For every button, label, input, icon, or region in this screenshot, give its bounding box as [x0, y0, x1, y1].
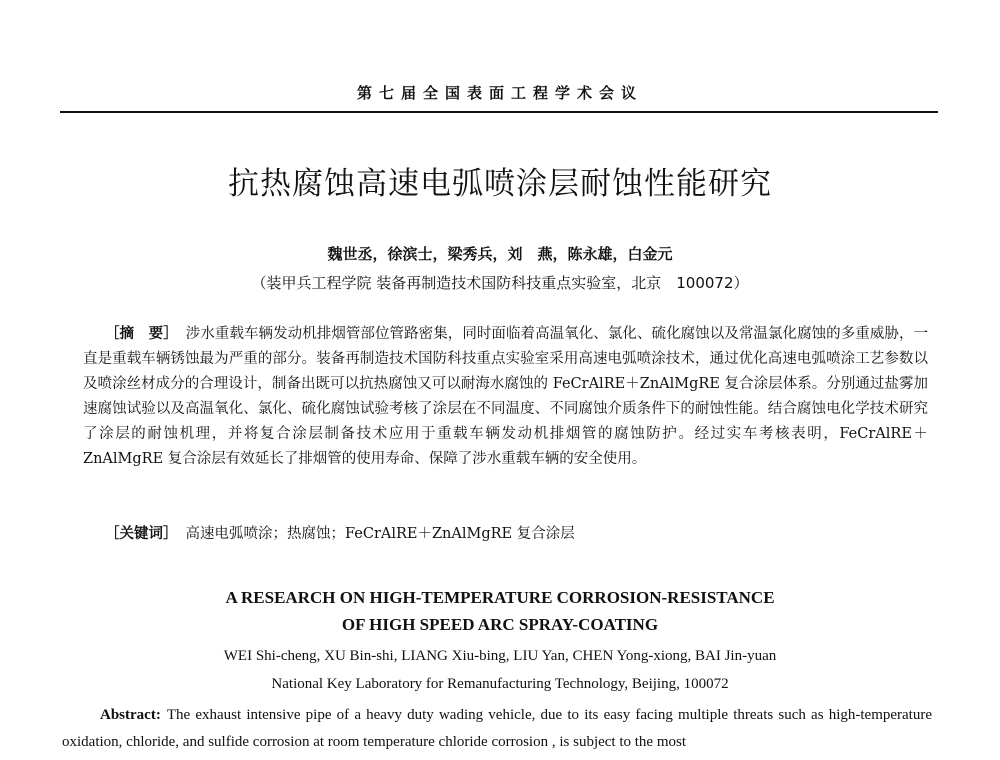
header-divider [60, 111, 938, 113]
abstract-cn [83, 322, 928, 472]
abstract-en-text: The exhaust intensive pipe of a heavy duty wading vehicle, due to its easy facing multiple threats such as high-temperature oxidation, chloride, and sulfide corrosion at room temperature chloride corrosion , is subject to the most [62, 707, 932, 750]
keywords-cn [105, 522, 928, 547]
paper-title-en-line1: A RESEARCH ON HIGH-TEMPERATURE CORROSION-RESISTANCE [225, 588, 775, 607]
paper-title-cn: 抗热腐蚀高速电弧喷涂层耐蚀性能研究 [228, 166, 772, 202]
conference-header: 第七届全国表面工程学术会议 [356, 84, 643, 102]
abstract-en [62, 702, 932, 756]
authors-cn: 魏世丞，徐滨士，梁秀兵，刘 燕，陈永雄，白金元 [327, 245, 673, 263]
affiliation-cn: （装甲兵工程学院 装备再制造技术国防科技重点实验室，北京 100072） [251, 274, 749, 292]
affiliation-en: National Key Laboratory for Remanufacturing Technology, Beijing, 100072 [271, 676, 729, 692]
keywords-cn-text: 高速电弧喷涂；热腐蚀；FeCrAlRE＋ZnAlMgRE 复合涂层 [185, 526, 575, 542]
authors-en: WEI Shi-cheng, XU Bin-shi, LIANG Xiu-bing, LIU Yan, CHEN Yong-xiong, BAI Jin-yuan [223, 648, 777, 664]
abstract-cn-text: 涉水重载车辆发动机排烟管部位管路密集，同时面临着高温氧化、氯化、硫化腐蚀以及常温氯化腐蚀的多重威胁，一直是重载车辆锈蚀最为严重的部分。装备再制造技术国防科技重点实验室采用高速电弧喷涂技术，通过优化高速电弧喷涂工艺参数以及喷涂丝材成分的合理设计，制备出既可以抗热腐蚀又可以耐海水腐蚀的 FeCrAlRE＋ZnAlMgRE 复合涂层体系。分别通过盐雾加速腐蚀试验以及高温氧化、氯化、硫化腐蚀试验考核了涂层在不同温度、不同腐蚀介质条件下的耐蚀性能。结合腐蚀电化学技术研究了涂层的耐蚀机理，并将复合涂层制备技术应用于重载车辆发动机排烟管的腐蚀防护。经过实车考核表明，FeCrAlRE＋ZnAlMgRE 复合涂层有效延长了排烟管的使用寿命、保障了涉水重载车辆的安全使用。 [83, 326, 929, 467]
abstract-en-label: Abstract: [100, 707, 161, 723]
paper-title-en-line2: OF HIGH SPEED ARC SPRAY-COATING [341, 615, 659, 634]
abstract-cn-label: ［摘 要］ [105, 326, 178, 342]
keywords-cn-label: ［关键词］ [105, 526, 178, 542]
